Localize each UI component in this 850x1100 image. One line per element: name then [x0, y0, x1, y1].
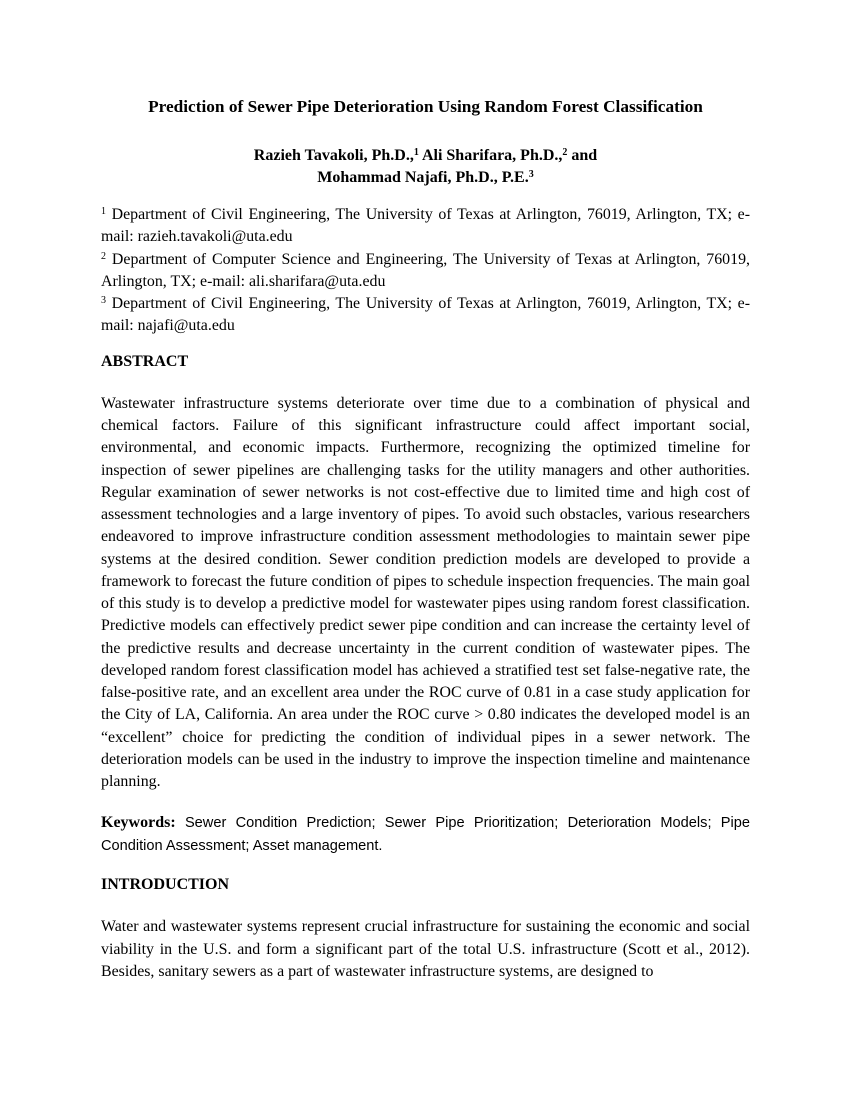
author-conjunction: and — [567, 147, 598, 164]
affiliation-item — [101, 204, 750, 249]
paper-title: Prediction of Sewer Pipe Deterioration Using Random Forest Classification — [148, 97, 703, 116]
affiliation-text: Department of Computer Science and Engineering, The University of Texas at Arlington, 76019, Arlington, TX; e-mail: ali.sharifara@uta.edu — [101, 250, 750, 290]
affiliation-list — [101, 204, 750, 338]
author-name: Ali Sharifara, Ph.D., — [418, 147, 563, 164]
affiliation-text: Department of Civil Engineering, The University of Texas at Arlington, 76019, Arlington, TX; e-mail: razieh.tavakoli@uta.edu — [101, 206, 750, 246]
paper-page — [101, 96, 750, 983]
author-line-1 — [101, 145, 750, 167]
introduction-body: Water and wastewater systems represent crucial infrastructure for sustaining the economic and social viability in the U.S. and form a significant part of the total U.S. infrastructure (Scott et al., 2012). Besides, sanitary sewers as a part of wastewater infrastructure systems, are designed to — [101, 918, 750, 980]
affiliation-marker: 1 — [101, 206, 106, 217]
abstract-body: Wastewater infrastructure systems deteriorate over time due to a combination of physical and chemical factors. Failure of this significant infrastructure could affect important social, environmental, and economic impacts. Furthermore, recognizing the optimized timeline for inspection of sewer pipelines are challenging tasks for the utility managers and other authorities. Regular examination of sewer networks is not cost-effective due to limited time and high cost of assessment technologies and a large inventory of pipes. To avoid such obstacles, various researchers endeavored to improve infrastructure condition assessment methodologies to maintain sewer pipe systems at the desired condition. Sewer condition prediction models are developed to provide a framework to forecast the future condition of pipes to schedule inspection frequencies. The main goal of this study is to develop a predictive model for wastewater pipes using random forest classification. Predictive models can effectively predict sewer pipe condition and can increase the certainty level of the predictive results and decrease uncertainty in the current condition of wastewater pipes. The developed random forest classification model has achieved a stratified test set false-negative rate, the false-positive rate, and an excellent area under the ROC curve of 0.81 in a case study application for the City of LA, California. An area under the ROC curve > 0.80 indicates the developed model is an “excellent” choice for predicting the condition of individual pipes in a sewer network. The deterioration models can be used in the industry to improve the inspection timeline and maintenance planning. — [101, 394, 750, 791]
affiliation-item — [101, 293, 750, 338]
keywords-paragraph — [101, 811, 750, 858]
keywords-label: Keywords: — [101, 814, 176, 832]
introduction-heading: INTRODUCTION — [101, 876, 230, 894]
author-name: Razieh Tavakoli, Ph.D., — [253, 147, 414, 164]
author-name: Mohammad Najafi, Ph.D., P.E. — [317, 169, 529, 186]
author-affiliation-marker: 1 — [413, 147, 419, 158]
affiliation-item — [101, 249, 750, 294]
keywords-text: Sewer Condition Prediction; Sewer Pipe Prioritization; Deterioration Models; Pipe Condition Assessment; Asset management. — [101, 815, 750, 855]
affiliation-marker: 3 — [101, 295, 106, 307]
author-affiliation-marker: 2 — [562, 147, 568, 158]
affiliation-marker: 2 — [101, 250, 106, 262]
affiliation-text: Department of Civil Engineering, The University of Texas at Arlington, 76019, Arlington, TX; e-mail: najafi@uta.edu — [101, 295, 750, 335]
abstract-heading: ABSTRACT — [101, 352, 189, 370]
author-line-2 — [101, 167, 750, 189]
author-affiliation-marker: 3 — [528, 169, 534, 180]
author-list — [101, 145, 750, 189]
